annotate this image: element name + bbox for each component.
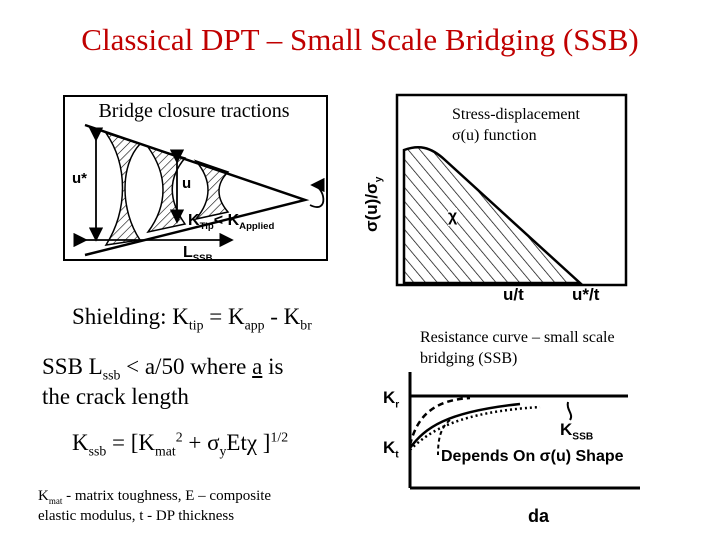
slide-title: Classical DPT – Small Scale Bridging (SSB) <box>81 22 639 57</box>
resistance-x-axis-label: da <box>528 506 550 526</box>
u-label: u <box>182 175 192 192</box>
notes-text: $K_{mat}$ - matrix toughness, E – composite elastic modulus, t - DP thickness <box>38 488 272 524</box>
r-tick-mark <box>568 402 571 420</box>
bridge-caption: Bridge closure tractions <box>74 100 314 123</box>
kssb-equation: $K_{ssb} = [K_{mat}^2 + \sigma_yEt\chi$ ]$^{1/2}$ <box>72 429 289 459</box>
k-r-label: $K_r$ <box>383 388 400 411</box>
chi-label: χ <box>448 208 458 225</box>
l-ssb-label: $L_{SSB}$ <box>183 244 213 265</box>
stress-y-axis-label: $\sigma(u)/\sigma_y$ <box>362 176 385 232</box>
u-star-label: u* <box>72 170 87 187</box>
bridge-ligament-1 <box>106 133 140 245</box>
curved-arrow <box>310 185 323 207</box>
depends-label: Depends On σ(u) Shape <box>441 448 624 465</box>
k-t-label: $K_t$ <box>383 438 399 461</box>
bridge-ligament-2 <box>148 147 185 232</box>
stress-x-tick-1: u/t <box>503 285 524 304</box>
stress-caption: Stress-displacement σ(u) function <box>404 104 622 146</box>
k-inequality-label: $K_{Tip}< K_{Applied}$ <box>188 212 275 233</box>
shielding-equation: Shielding: $K_{tip} = K_{app} - K_{br}$ <box>72 304 312 333</box>
stress-x-tick-2: u*/t <box>572 285 600 304</box>
r-curve-solid <box>410 404 520 448</box>
bridge-ligament-3 <box>196 161 228 219</box>
k-ssb-label: $K_{SSB}$ <box>560 420 594 443</box>
ssb-length-statement: SSB $L_{ssb} < a/50$ where a is the crack length <box>42 354 284 409</box>
resistance-caption: Resistance curve – small scale bridging (SSB) <box>420 329 615 367</box>
